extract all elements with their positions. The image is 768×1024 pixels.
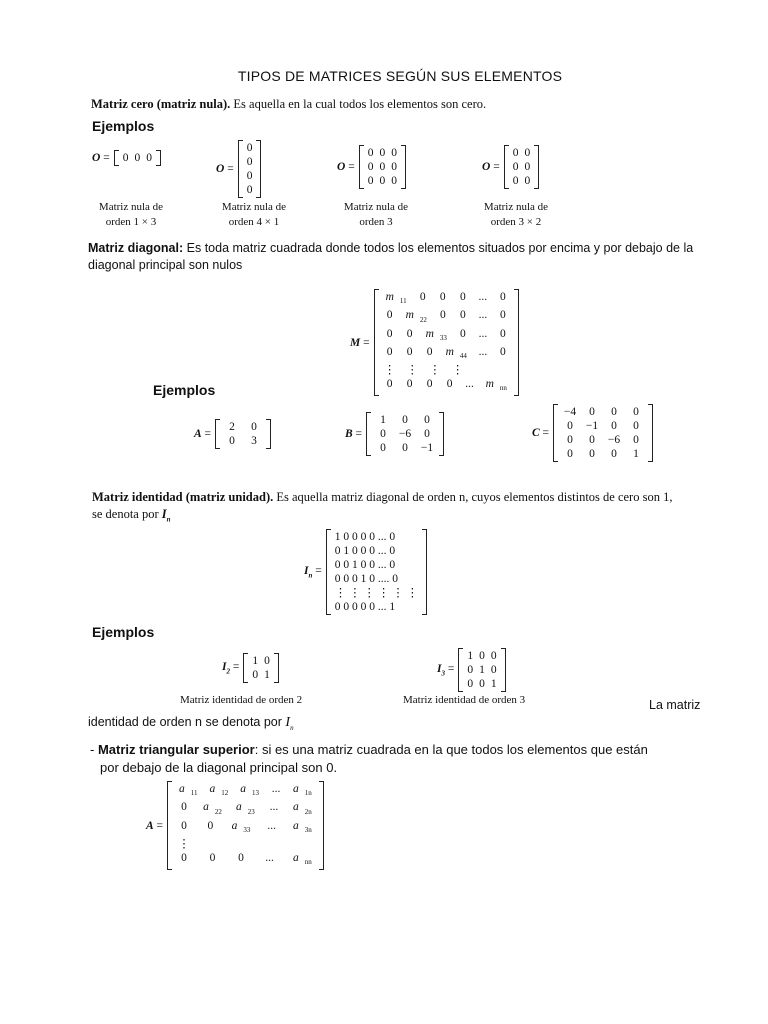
matrix-entry: a 3n bbox=[293, 819, 312, 834]
matrix-row bbox=[464, 677, 499, 691]
matrix-row bbox=[559, 447, 647, 461]
matrix-entry: −4 bbox=[563, 406, 577, 418]
zero-matrix-definition bbox=[91, 96, 486, 113]
diagonal-examples-heading: Ejemplos bbox=[153, 382, 216, 398]
diagonal-matrix-term: Matriz diagonal: bbox=[88, 241, 184, 255]
zero-matrix-term: Matriz cero (matriz nula). bbox=[91, 97, 231, 111]
matrix-row bbox=[332, 586, 421, 600]
matrix-entry: 0 bbox=[391, 147, 397, 159]
identity-note-end: identidad de orden n se denota por bbox=[88, 715, 286, 729]
matrix-row bbox=[464, 663, 499, 677]
matrix-row bbox=[332, 558, 421, 572]
identity-note-symbol: $I_n$ bbox=[285, 715, 294, 732]
matrix-entry: a 23 bbox=[236, 801, 255, 816]
zero-example-caption bbox=[91, 200, 171, 230]
matrix-entry: 0 bbox=[500, 345, 506, 358]
matrix-row bbox=[249, 654, 273, 668]
caption-line: Matriz nula de bbox=[98, 201, 164, 213]
matrix-entry: −1 bbox=[420, 442, 434, 454]
matrix-entry: 0 bbox=[419, 291, 426, 303]
matrix-entry bbox=[296, 837, 318, 851]
matrix-entry: 0 1 0 0 0 ... 0 bbox=[334, 545, 396, 557]
matrix-entry: 0 bbox=[229, 435, 235, 447]
identity-note-start: La matriz bbox=[649, 698, 701, 712]
matrix-entry: 1 bbox=[252, 655, 259, 667]
matrix-entry bbox=[493, 363, 513, 377]
matrix-entry: 0 bbox=[440, 309, 446, 322]
caption-line: orden 3 × 2 bbox=[490, 216, 542, 228]
matrix-entry bbox=[265, 837, 287, 851]
matrix-entry: 0 bbox=[512, 161, 519, 173]
matrix-entry: 1 bbox=[490, 678, 497, 690]
diagonal-matrix-definition bbox=[88, 240, 718, 274]
matrix-entry: 3 bbox=[251, 435, 257, 447]
matrix-entry: 0 bbox=[122, 152, 129, 164]
matrix-row bbox=[365, 160, 400, 174]
caption-line: Matriz nula de bbox=[221, 201, 287, 213]
matrix-entry: ... bbox=[478, 327, 488, 340]
identity-matrix-desc: Es aquella matriz diagonal de orden n, cuyos elementos distintos de cero son 1, bbox=[273, 490, 673, 504]
matrix-entry: ... bbox=[269, 801, 279, 814]
matrix-entry: 0 bbox=[246, 170, 253, 182]
matrix-entry: 0 bbox=[379, 161, 386, 173]
caption-line: orden 3 bbox=[359, 216, 393, 228]
identity-note bbox=[88, 714, 294, 737]
matrix-row bbox=[332, 530, 421, 544]
matrix-entry: 0 bbox=[251, 421, 257, 433]
matrix-entry: 0 bbox=[379, 175, 386, 187]
matrix-entry: a 22 bbox=[203, 801, 222, 816]
matrix-row bbox=[244, 183, 256, 197]
diagonal-matrix-desc: Es toda matriz cuadrada donde todos los elementos situados por encima y por debajo de la diagonal principal son nulos bbox=[88, 241, 694, 272]
caption-line: orden 1 × 3 bbox=[105, 216, 157, 228]
matrix-entry: 0 bbox=[633, 406, 639, 418]
matrix-entry: 0 bbox=[367, 161, 374, 173]
caption-line: orden 4 × 1 bbox=[228, 216, 280, 228]
matrix-entry: 0 bbox=[490, 650, 497, 662]
matrix-entry: 0 bbox=[524, 161, 531, 173]
zero-example-matrix bbox=[482, 145, 539, 189]
matrix-entry: 0 bbox=[246, 184, 253, 196]
matrix-entry: a 1n bbox=[293, 783, 312, 798]
upper-term: Matriz triangular superior bbox=[97, 742, 255, 757]
matrix-entry: 0 bbox=[567, 448, 573, 460]
matrix-entry: 0 bbox=[467, 678, 474, 690]
matrix-entry: ⋮ ⋮ ⋮ ⋮ ⋮ ⋮ bbox=[334, 587, 419, 599]
matrix-entry: ... bbox=[478, 309, 488, 322]
matrix-entry: 0 bbox=[380, 442, 386, 454]
zero-example-caption bbox=[336, 200, 416, 230]
matrix-entry: a 13 bbox=[240, 783, 260, 798]
matrix-brackets bbox=[243, 653, 279, 683]
matrix-row bbox=[173, 782, 318, 800]
matrix-row bbox=[464, 649, 499, 663]
matrix-entry: m 11 bbox=[385, 291, 407, 306]
matrix-entry: m nn bbox=[485, 378, 507, 393]
matrix-brackets bbox=[167, 781, 324, 870]
matrix-entry: 1 bbox=[380, 414, 386, 426]
matrix-entry: 0 bbox=[181, 851, 187, 864]
upper-desc: : si es una matriz cuadrada en la que todos los elementos que están bbox=[254, 742, 648, 757]
matrix-entry: 0 bbox=[424, 414, 430, 426]
page-title: TIPOS DE MATRICES SEGÚN SUS ELEMENTOS bbox=[237, 68, 563, 84]
matrix-row bbox=[221, 434, 265, 448]
matrix-row bbox=[365, 174, 400, 188]
matrix-entry: −6 bbox=[398, 428, 412, 440]
matrix-name: C = bbox=[532, 427, 550, 439]
matrix-entry: 0 bbox=[439, 291, 446, 303]
matrix-entry: 0 0 1 0 0 ... 0 bbox=[334, 559, 396, 571]
matrix-entry bbox=[234, 837, 256, 851]
matrix-name: O = bbox=[92, 152, 110, 164]
matrix-entry: ⋮ bbox=[451, 364, 464, 377]
matrix-entry: 1 bbox=[633, 448, 639, 460]
matrix-entry: 0 bbox=[207, 819, 214, 832]
matrix-entry: 0 bbox=[460, 327, 466, 340]
matrix-brackets bbox=[553, 404, 653, 462]
zero-example-caption bbox=[214, 200, 294, 230]
zero-example-matrix bbox=[216, 140, 261, 198]
matrix-row bbox=[372, 441, 438, 455]
matrix-entry: a 11 bbox=[179, 783, 198, 798]
matrix-entry: m 44 bbox=[445, 345, 467, 361]
matrix-entry: ⋮ bbox=[429, 364, 441, 377]
matrix-entry: 0 bbox=[134, 152, 141, 164]
matrix-row bbox=[332, 544, 421, 558]
matrix-name: O = bbox=[337, 161, 355, 173]
matrix-entry: 0 bbox=[500, 291, 506, 303]
identity-example-matrix bbox=[437, 648, 506, 692]
matrix-entry: 0 bbox=[611, 448, 617, 460]
matrix-entry: 0 bbox=[490, 664, 497, 676]
matrix-entry: 0 bbox=[391, 161, 397, 173]
matrix-entry: 0 bbox=[479, 650, 485, 662]
matrix-entry: ... bbox=[271, 783, 281, 795]
identity-matrix-term: Matriz identidad (matriz unidad). bbox=[92, 490, 274, 504]
diagonal-example-matrix bbox=[194, 419, 271, 449]
zero-examples-heading: Ejemplos bbox=[92, 118, 155, 134]
diagonal-general-matrix bbox=[350, 289, 519, 396]
matrix-entry: 0 bbox=[209, 851, 216, 864]
matrix-entry: ... bbox=[478, 291, 488, 303]
matrix-row bbox=[173, 851, 318, 869]
matrix-row bbox=[244, 155, 256, 169]
identity-example-matrix bbox=[222, 653, 279, 683]
matrix-row bbox=[380, 377, 513, 395]
matrix-row bbox=[372, 427, 438, 441]
zero-example-matrix bbox=[337, 145, 406, 189]
matrix-row bbox=[120, 151, 155, 165]
matrix-entry: a 2n bbox=[293, 801, 312, 816]
matrix-name: $I_2$ = bbox=[222, 660, 240, 676]
matrix-entry: 0 bbox=[406, 345, 413, 358]
matrix-entry: 0 bbox=[181, 819, 187, 832]
matrix-entry: 0 bbox=[379, 147, 386, 159]
matrix-entry: 0 bbox=[367, 175, 374, 187]
matrix-row bbox=[332, 600, 421, 614]
caption-line: Matriz nula de bbox=[483, 201, 549, 213]
matrix-entry: ... bbox=[465, 378, 474, 391]
matrix-entry: 0 bbox=[380, 428, 386, 440]
matrix-entry: a nn bbox=[293, 851, 312, 867]
identity-matrix-definition bbox=[92, 489, 712, 529]
matrix-entry: 0 bbox=[500, 327, 506, 340]
diagonal-example-matrix bbox=[345, 412, 444, 456]
matrix-row bbox=[173, 837, 318, 851]
matrix-name: O = bbox=[216, 163, 234, 175]
matrix-brackets bbox=[238, 140, 262, 198]
matrix-brackets bbox=[366, 412, 444, 456]
matrix-entry: 0 bbox=[426, 378, 433, 391]
matrix-entry: 0 bbox=[386, 327, 393, 340]
matrix-entry: 1 bbox=[479, 664, 485, 676]
matrix-entry: ⋮ bbox=[383, 364, 396, 377]
matrix-entry: 0 bbox=[367, 147, 374, 159]
matrix-entry: 0 bbox=[611, 406, 617, 418]
matrix-entry: 0 bbox=[252, 669, 259, 681]
matrix-entry: 1 bbox=[264, 669, 270, 681]
matrix-brackets bbox=[326, 529, 427, 615]
matrix-row bbox=[365, 146, 400, 160]
matrix-row bbox=[173, 819, 318, 837]
matrix-entry: 0 bbox=[479, 678, 485, 690]
matrix-entry bbox=[204, 837, 226, 851]
identity-example-caption: Matriz identidad de orden 3 bbox=[403, 694, 526, 706]
matrix-row bbox=[173, 800, 318, 818]
matrix-entry: 0 bbox=[406, 327, 413, 340]
matrix-entry: 0 bbox=[391, 175, 397, 187]
matrix-name: $I_n$ = bbox=[304, 564, 322, 580]
matrix-row bbox=[380, 363, 513, 377]
matrix-entry: 0 bbox=[524, 147, 531, 159]
matrix-entry: 0 bbox=[402, 442, 408, 454]
matrix-brackets bbox=[114, 150, 161, 166]
matrix-entry: 0 0 0 0 0 ... 1 bbox=[334, 601, 396, 613]
matrix-entry: 0 bbox=[246, 156, 253, 168]
matrix-brackets bbox=[504, 145, 540, 189]
matrix-entry: a 12 bbox=[209, 783, 229, 798]
identity-matrix-desc2: se denota por bbox=[92, 507, 162, 521]
matrix-entry: 0 bbox=[386, 378, 393, 391]
matrix-entry: 0 bbox=[238, 851, 244, 864]
matrix-entry: 0 bbox=[460, 309, 466, 322]
matrix-brackets bbox=[215, 419, 271, 449]
matrix-entry: ... bbox=[267, 819, 277, 832]
matrix-brackets bbox=[458, 648, 505, 692]
matrix-entry: 0 bbox=[589, 434, 595, 446]
matrix-row bbox=[510, 160, 534, 174]
matrix-entry: 0 bbox=[589, 406, 595, 418]
matrix-row bbox=[221, 420, 265, 434]
matrix-entry: 0 bbox=[633, 434, 639, 446]
upper-general-matrix bbox=[146, 781, 324, 870]
matrix-name: B = bbox=[345, 428, 363, 440]
matrix-entry: 0 bbox=[424, 428, 430, 440]
matrix-entry: 0 bbox=[512, 175, 519, 187]
matrix-entry: 0 bbox=[386, 309, 393, 322]
zero-example-caption bbox=[476, 200, 556, 230]
matrix-name: M = bbox=[350, 336, 370, 349]
zero-matrix-desc: Es aquella en la cual todos los elementos son cero. bbox=[230, 97, 487, 111]
matrix-name: A = bbox=[194, 428, 212, 440]
matrix-row bbox=[249, 668, 273, 682]
upper-triangular-definition bbox=[90, 741, 710, 777]
matrix-entry: 0 0 0 1 0 .... 0 bbox=[334, 573, 399, 585]
matrix-row bbox=[559, 419, 647, 433]
matrix-entry: m 22 bbox=[405, 309, 427, 324]
matrix-brackets bbox=[374, 289, 519, 396]
matrix-entry: 0 bbox=[406, 378, 413, 391]
matrix-entry: 0 bbox=[426, 345, 433, 358]
identity-example-caption: Matriz identidad de orden 2 bbox=[180, 694, 303, 706]
matrix-row bbox=[380, 345, 513, 363]
matrix-entry: ⋮ bbox=[406, 364, 419, 377]
matrix-entry: 0 bbox=[524, 175, 531, 187]
identity-general-matrix bbox=[304, 529, 427, 615]
matrix-entry: −1 bbox=[585, 420, 599, 432]
matrix-row bbox=[380, 290, 513, 308]
matrix-entry: m 33 bbox=[425, 327, 447, 342]
matrix-name: O = bbox=[482, 161, 500, 173]
matrix-entry: a 33 bbox=[231, 819, 251, 834]
matrix-entry: 2 bbox=[229, 421, 235, 433]
matrix-row bbox=[510, 146, 534, 160]
matrix-entry: −6 bbox=[607, 434, 621, 446]
matrix-row bbox=[244, 169, 256, 183]
matrix-entry: 0 bbox=[567, 434, 573, 446]
matrix-row bbox=[332, 572, 421, 586]
zero-example-matrix bbox=[92, 150, 161, 166]
matrix-entry: ... bbox=[478, 345, 488, 358]
matrix-entry: 1 bbox=[467, 650, 474, 662]
matrix-entry: 0 bbox=[500, 309, 506, 322]
matrix-entry: 0 bbox=[512, 147, 519, 159]
matrix-entry: 0 bbox=[246, 142, 253, 154]
matrix-name: A = bbox=[146, 819, 164, 832]
matrix-entry: 0 bbox=[611, 420, 617, 432]
matrix-entry: 0 bbox=[181, 801, 187, 814]
matrix-brackets bbox=[359, 145, 406, 189]
identity-examples-heading: Ejemplos bbox=[92, 624, 155, 640]
upper-bullet: - bbox=[90, 742, 95, 757]
matrix-entry: 0 bbox=[467, 664, 474, 676]
matrix-row bbox=[510, 174, 534, 188]
matrix-entry: 0 bbox=[567, 420, 573, 432]
matrix-entry: 0 bbox=[386, 345, 393, 358]
upper-desc2: por debajo de la diagonal principal son 0. bbox=[100, 760, 338, 775]
matrix-row bbox=[372, 413, 438, 427]
matrix-entry: ... bbox=[265, 851, 274, 864]
caption-line: Matriz nula de bbox=[343, 201, 409, 213]
matrix-row bbox=[244, 141, 256, 155]
matrix-entry: 0 bbox=[402, 414, 408, 426]
matrix-entry: 1 0 0 0 0 ... 0 bbox=[334, 531, 396, 543]
diagonal-example-matrix bbox=[532, 404, 653, 462]
identity-symbol: $I_n$ bbox=[161, 507, 171, 524]
matrix-entry: 0 bbox=[589, 448, 595, 460]
matrix-entry: 0 bbox=[264, 655, 270, 667]
matrix-entry: ⋮ bbox=[178, 837, 190, 850]
matrix-name: $I_3$ = bbox=[437, 662, 455, 678]
matrix-row bbox=[559, 405, 647, 419]
matrix-entry bbox=[470, 363, 490, 377]
matrix-entry: 0 bbox=[446, 378, 453, 391]
matrix-entry: 0 bbox=[459, 291, 466, 303]
matrix-entry: 0 bbox=[633, 420, 639, 432]
matrix-entry: 0 bbox=[146, 152, 152, 164]
matrix-row bbox=[380, 308, 513, 326]
matrix-row bbox=[559, 433, 647, 447]
matrix-row bbox=[380, 327, 513, 345]
